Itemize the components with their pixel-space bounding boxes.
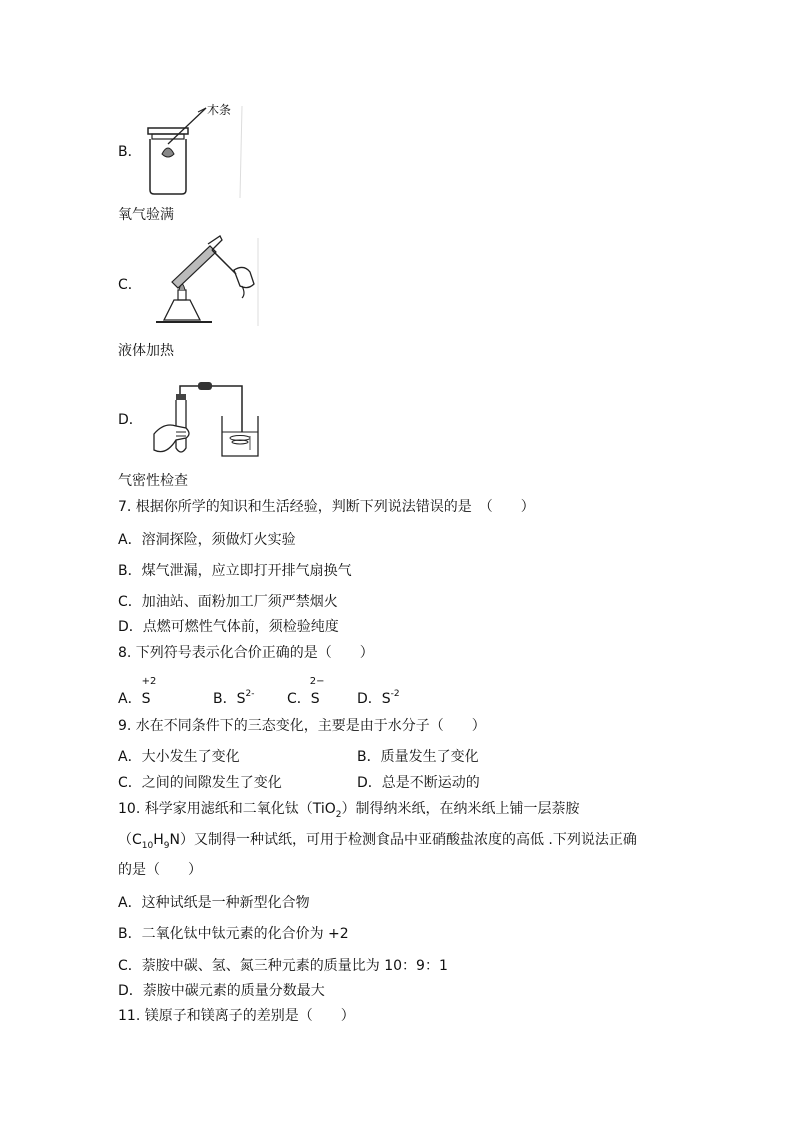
question-8-stem: 8. 下列符号表示化合价正确的是（ ）: [118, 645, 374, 661]
figure-d-caption: 气密性检查: [118, 473, 188, 489]
question-9-option-a: A．大小发生了变化: [118, 749, 240, 765]
figure-b-caption: 氧气验满: [118, 207, 174, 223]
question-9-option-c: C．之间的间隙发生了变化: [118, 775, 282, 791]
question-8-option-b: B．$S^{2-}$: [213, 689, 255, 707]
question-9-option-d: D．总是不断运动的: [357, 775, 480, 791]
question-7-option-b: B．煤气泄漏，应立即打开排气扇换气: [118, 563, 352, 579]
oxygen-test-figure: [140, 98, 250, 200]
question-10-option-b: B．二氧化钛中钛元素的化合价为 +2: [118, 926, 349, 942]
option-d-letter: D．: [118, 412, 143, 428]
question-8-option-d: D．$S^{-2}$: [357, 689, 400, 707]
question-7-option-d: D．点燃可燃性气体前，须检验纯度: [118, 619, 339, 635]
option-c-letter: C．: [118, 277, 142, 293]
question-8-option-c: C． 2− S: [287, 676, 325, 707]
question-10-option-a: A．这种试纸是一种新型化合物: [118, 895, 310, 911]
question-11-stem: 11. 镁原子和镁离子的差别是（ ）: [118, 1008, 355, 1024]
question-10-stem-line-2: $(C_{10}H_9N)$又制得一种试纸，可用于检测食品中亚硝酸盐浓度的高低 .下列说法正确: [118, 832, 637, 851]
question-7-stem: 7. 根据你所学的知识和生活经验，判断下列说法错误的是 （ ）: [118, 499, 535, 515]
question-7-option-c: C．加油站、面粉加工厂须严禁烟火: [118, 594, 338, 610]
question-10-option-d: D．萘胺中碳元素的质量分数最大: [118, 983, 325, 999]
question-9-option-b: B．质量发生了变化: [357, 749, 479, 765]
question-9-stem: 9. 水在不同条件下的三态变化，主要是由于水分子（ ）: [118, 718, 486, 734]
figure-c-caption: 液体加热: [118, 343, 174, 359]
liquid-heating-figure: [150, 234, 262, 328]
question-10-stem-line-1: 10. 科学家用滤纸和二氧化钛（TiO$_2$）制得纳米纸，在纳米纸上铺一层萘胺: [118, 801, 580, 820]
question-10-option-c: C．萘胺中碳、氢、氮三种元素的质量比为 10：9：1: [118, 958, 448, 974]
question-8-option-a: A． +2 S: [118, 676, 157, 707]
option-b-letter: B．: [118, 144, 142, 160]
wooden-stick-label: 木条: [207, 103, 232, 117]
question-10-stem-line-3: 的是（ ）: [118, 862, 202, 878]
question-7-option-a: A．溶洞探险，须做灯火实验: [118, 532, 296, 548]
airtightness-check-figure: [150, 376, 262, 464]
